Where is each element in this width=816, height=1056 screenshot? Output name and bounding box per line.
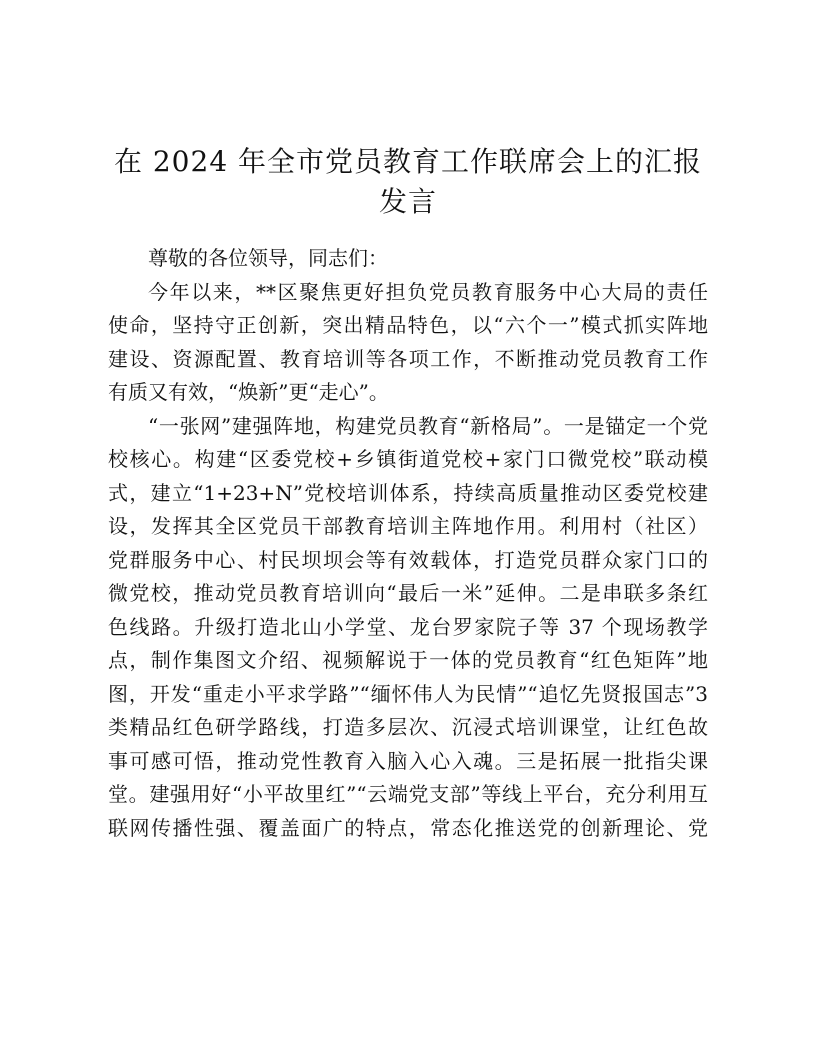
paragraph-line: 式，建立“1+23+N”党校培训体系，持续高质量推动区委党校建 bbox=[108, 480, 708, 505]
paragraph-line: 使命，坚持守正创新，突出精品特色，以“六个一”模式抓实阵地 bbox=[108, 313, 708, 337]
document-title bbox=[108, 142, 708, 222]
paragraph-line: 联网传播性强、覆盖面广的特点，常态化推送党的创新理论、党 bbox=[108, 815, 708, 840]
paragraph-line: 党群服务中心、村民坝坝会等有效载体，打造党员群众家门口的 bbox=[108, 547, 708, 572]
document-body bbox=[108, 242, 708, 845]
paragraph-line: 校核心。构建“区委党校+乡镇街道党校+家门口微党校”联动模 bbox=[108, 447, 708, 471]
paragraph-line: 图，开发“重走小平求学路”“缅怀伟人为民情”“追忆先贤报国志”3 bbox=[108, 681, 708, 706]
paragraph-line: 今年以来，**区聚焦更好担负党员教育服务中心大局的责任 bbox=[148, 279, 708, 304]
document-page bbox=[108, 142, 708, 845]
paragraph-line: 堂。建强用好“小平故里红”“云端党支部”等线上平台，充分利用互 bbox=[108, 782, 708, 806]
paragraph-line: 微党校，推动党员教育培训向“最后一米”延伸。二是串联多条红 bbox=[108, 581, 708, 605]
paragraph-line: 类精品红色研学路线，打造多层次、沉浸式培训课堂，让红色故 bbox=[108, 715, 708, 739]
title-line-2: 发言 bbox=[378, 185, 437, 218]
paragraph-line: “一张网”建强阵地，构建党员教育“新格局”。一是锚定一个党 bbox=[148, 413, 708, 438]
paragraph-line: 色线路。升级打造北山小学堂、龙台罗家院子等 37 个现场教学 bbox=[108, 614, 708, 639]
salutation: 尊敬的各位领导，同志们： bbox=[148, 246, 388, 270]
title-line-1: 在 2024 年全市党员教育工作联席会上的汇报 bbox=[113, 145, 703, 178]
paragraph-line: 事可感可悟，推动党性教育入脑入心入魂。三是拓展一批指尖课 bbox=[108, 748, 708, 773]
paragraph-line: 点，制作集图文介绍、视频解说于一体的党员教育“红色矩阵”地 bbox=[108, 648, 708, 672]
paragraph-line: 设，发挥其全区党员干部教育培训主阵地作用。利用村（社区） bbox=[108, 514, 708, 538]
paragraph-line: 建设、资源配置、教育培训等各项工作，不断推动党员教育工作 bbox=[108, 346, 708, 371]
paragraph-line: 有质又有效，“焕新”更“走心”。 bbox=[108, 380, 389, 404]
